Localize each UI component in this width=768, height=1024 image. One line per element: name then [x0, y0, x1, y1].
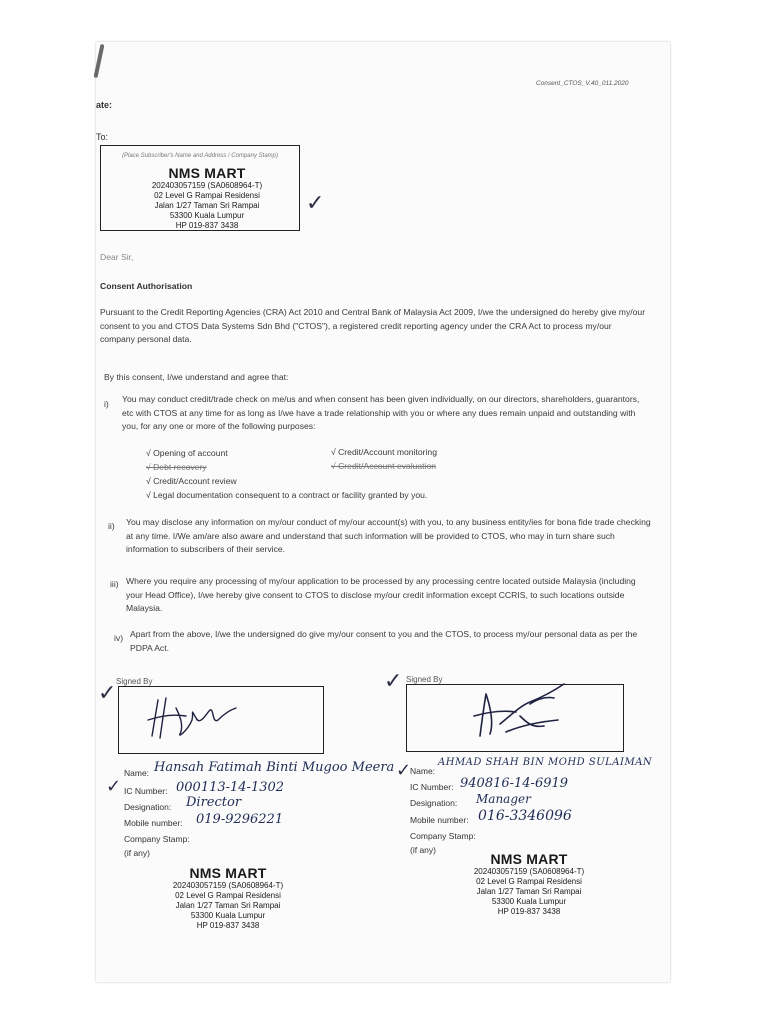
check-mark-icon: ✓ [98, 680, 117, 705]
signer2-ic-label: IC Number: [410, 782, 454, 792]
signer1-mobile-label: Mobile number: [124, 818, 183, 828]
document-reference: Consent_CTOS_V.40_011.2020 [536, 80, 629, 87]
signer1-mobile: 019-9296221 [196, 812, 284, 827]
signer1-designation-label: Designation: [124, 802, 172, 812]
clause-iii-number: iii) [110, 579, 119, 589]
subscriber-box-hint: (Place Subscriber's Name and Address / Company Stamp) [122, 153, 278, 159]
stamp-phone: HP 019-837 3438 [175, 221, 239, 230]
to-label: To: [96, 132, 109, 142]
purpose-account-evaluation: √ Credit/Account evaluation [331, 461, 437, 471]
signer1-company-stamp [158, 866, 298, 931]
clause-i-number: i) [104, 399, 109, 409]
purpose-legal-documentation: √ Legal documentation consequent to a contract or facility granted by you. [146, 490, 428, 500]
stamp-address-line-2: Jalan 1/27 Taman Sri Rampai [476, 887, 582, 896]
signature-image-2 [460, 676, 580, 750]
stamp-address-line-1: 02 Level G Rampai Residensi [175, 891, 281, 900]
stamp-address-line-2: Jalan 1/27 Taman Sri Rampai [175, 901, 281, 910]
stamp-reg-number: 202403057159 (SA0608964-T) [473, 867, 585, 876]
purpose-account-monitoring: √ Credit/Account monitoring [331, 447, 437, 457]
signer1-company-stamp-label: Company Stamp: [124, 834, 190, 844]
signer1-name-label: Name: [124, 768, 150, 778]
check-mark-icon: ✓ [106, 776, 122, 796]
date-label: ate: [96, 100, 113, 110]
stamp-address-line-3: 53300 Kuala Lumpur [190, 911, 266, 920]
stamp-address-line-2: Jalan 1/27 Taman Sri Rampai [154, 201, 260, 210]
signer2-if-any: (if any) [410, 845, 436, 855]
signed-by-label-1: Signed By [116, 677, 153, 686]
salutation: Dear Sir, [100, 252, 134, 262]
stamp-address-line-3: 53300 Kuala Lumpur [169, 211, 245, 220]
signer2-ic: 940816-14-6919 [460, 776, 569, 791]
signer2-company-stamp-label: Company Stamp: [410, 831, 476, 841]
check-mark-icon: ✓ [396, 760, 412, 780]
signer1-ic: 000113-14-1302 [176, 780, 285, 795]
stamp-phone: HP 019-837 3438 [497, 907, 561, 916]
stamp-company-name: NMS MART [189, 865, 267, 881]
check-mark-icon: ✓ [384, 668, 403, 693]
signer2-company-stamp [458, 852, 600, 917]
stamp-company-name: NMS MART [168, 165, 246, 181]
signer2-designation-label: Designation: [410, 798, 458, 808]
signer1-if-any: (if any) [124, 848, 150, 858]
stamp-address-line-3: 53300 Kuala Lumpur [491, 897, 567, 906]
clause-iv-number: iv) [114, 633, 124, 643]
signer1-designation: Director [186, 795, 242, 810]
signer2-designation: Manager [476, 792, 531, 806]
stamp-phone: HP 019-837 3438 [196, 921, 260, 930]
agree-line: By this consent, I/we understand and agree that: [104, 372, 289, 382]
signer2-mobile: 016-3346096 [478, 808, 572, 824]
signer2-mobile-label: Mobile number: [410, 815, 469, 825]
purpose-account-review: √ Credit/Account review [146, 476, 237, 486]
signer1-ic-label: IC Number: [124, 786, 168, 796]
signed-by-label-2: Signed By [406, 675, 443, 684]
clause-ii-number: ii) [108, 521, 115, 531]
purpose-opening-account: √ Opening of account [146, 448, 228, 458]
clause-iv-text: Apart from the above, I/we the undersigned do give my/our consent to you and the CTOS, to process my/our personal data as per the PDPA Act. [130, 629, 638, 653]
signature-image-1 [140, 690, 250, 746]
stamp-company-name: NMS MART [490, 851, 568, 867]
check-mark-icon: ✓ [306, 190, 325, 215]
header-company-stamp [122, 166, 292, 231]
purpose-debt-recovery: √ Debt recovery [146, 462, 207, 472]
stamp-address-line-1: 02 Level G Rampai Residensi [154, 191, 260, 200]
consent-title: Consent Authorisation [100, 281, 193, 291]
clause-iii-text: Where you require any processing of my/our application to be processed by any processing centre located outside Malaysia (including your Head Office), I/we hereby give consent to CTOS to disclose my/our credit information except CCRIS, to such locations outside Malaysia. [126, 576, 636, 614]
signer2-name-label: Name: [410, 766, 436, 776]
clause-i-text: You may conduct credit/trade check on me/us and when consent has been given individually, on our directors, shareholders, guarantors, etc with CTOS at any time for as long as I/we have a trade relationship with you or where any dues remain unpaid and outstanding with you, for any one or more of the following purposes: [122, 394, 640, 432]
clause-ii-text: You may disclose any information on my/our conduct of my/our account(s) with you, to any business entity/ies for bona fide trade checking at any time. I/We am/are also aware and understand that such information will be provided to CTOS, who may in turn share such information to subscribers of their service. [126, 517, 651, 555]
signer1-name: Hansah Fatimah Binti Mugoo Meera [154, 760, 395, 775]
signer2-name: AHMAD SHAH BIN MOHD SULAIMAN [438, 757, 653, 768]
stamp-reg-number: 202403057159 (SA0608964-T) [151, 181, 263, 190]
intro-paragraph: Pursuant to the Credit Reporting Agencies (CRA) Act 2010 and Central Bank of Malaysia Act 2009, I/we the undersigned do hereby give my/our consent to you and CTOS Data Systems Sdn Bhd ("CTOS"), a registered credit reporting agency under the CRA Act to process my/our company personal data. [100, 307, 646, 345]
stamp-address-line-1: 02 Level G Rampai Residensi [476, 877, 582, 886]
stamp-reg-number: 202403057159 (SA0608964-T) [172, 881, 284, 890]
